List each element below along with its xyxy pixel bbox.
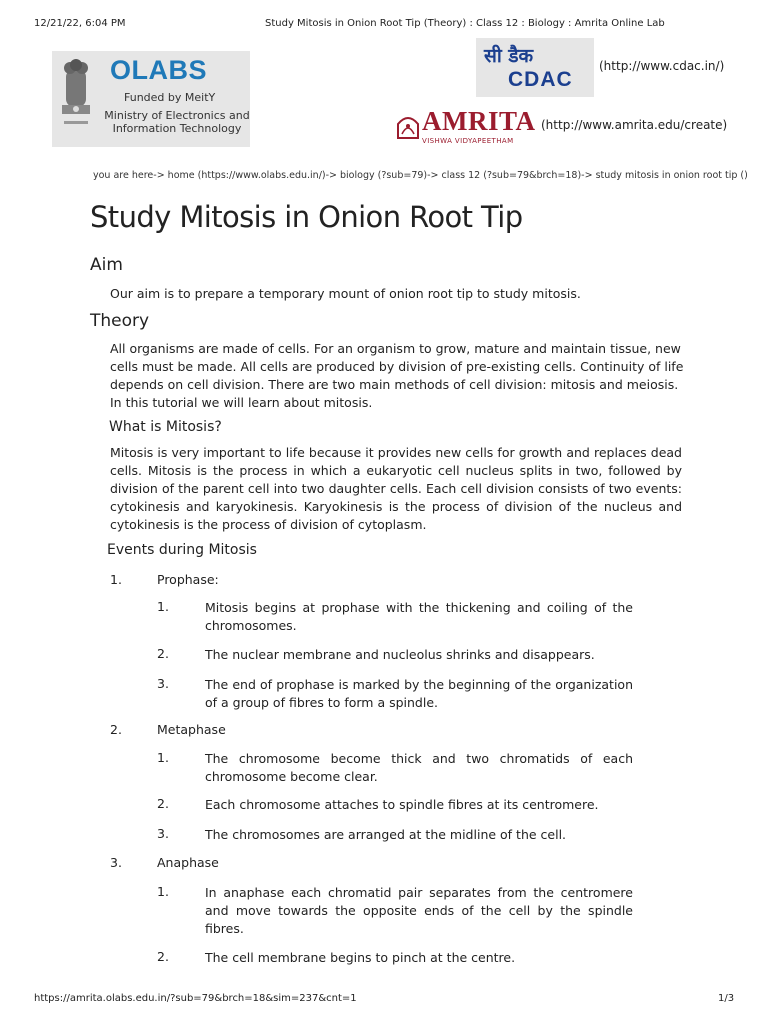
phase-number: 3. <box>110 855 122 870</box>
cdac-link[interactable]: (http://www.cdac.in/) <box>599 59 725 73</box>
aim-heading: Aim <box>90 255 123 275</box>
list-item: The chromosomes are arranged at the midline of the cell. <box>205 827 567 842</box>
list-item: Each chromosome attaches to spindle fibres at its centromere. <box>205 797 599 812</box>
list-item: The cell membrane begins to pinch at the centre. <box>205 950 516 965</box>
print-datetime: 12/21/22, 6:04 PM <box>34 18 126 29</box>
item-number: 2. <box>157 646 169 661</box>
list-item: The nuclear membrane and nucleolus shrinks and disappears. <box>205 647 595 662</box>
theory-heading: Theory <box>90 311 150 331</box>
item-number: 1. <box>157 884 169 899</box>
olabs-ministry: Ministry of Electronics and Information Technology <box>104 109 250 135</box>
amrita-subtitle: VISHWA VIDYAPEETHAM <box>422 137 514 145</box>
breadcrumb[interactable]: you are here-> home (https://www.olabs.edu.in/)-> biology (?sub=79)-> class 12 (?sub=79&brch=18)-> study mitosis in onion root tip () <box>93 170 748 181</box>
olabs-funded-by: Funded by MeitY <box>124 91 216 104</box>
olabs-logo[interactable] <box>52 51 250 147</box>
national-emblem-icon <box>58 59 94 133</box>
amrita-emblem-icon <box>396 112 420 140</box>
item-number: 3. <box>157 826 169 841</box>
list-item: Mitosis begins at prophase with the thickening and coiling of the chromosomes. <box>205 600 633 633</box>
phase-name-prophase: Prophase: <box>157 572 219 587</box>
mitosis-text: Mitosis is very important to life because it provides new cells for growth and replaces dead cells. Mitosis is the process in which a eukaryotic cell nucleus splits in two, followed by division of the parent cell into two daughter cells. Each cell division consists of two events: cytokinesis and karyokinesis. Karyokinesis is the process of division of the nucleus and cytokinesis is the process of division of cytoplasm. <box>110 445 682 532</box>
theory-line: cells must be made. All cells are produced by division of pre-existing cells. Continuity of life <box>110 359 684 374</box>
theory-line: depends on cell division. There are two main methods of cell division: mitosis and meiosis. <box>110 377 679 392</box>
item-number: 1. <box>157 750 169 765</box>
page-title: Study Mitosis in Onion Root Tip <box>90 200 523 234</box>
item-number: 1. <box>157 599 169 614</box>
cdac-english-wordmark: CDAC <box>508 68 573 91</box>
cdac-hindi-wordmark: सी डैक <box>484 45 534 67</box>
amrita-wordmark: AMRITA <box>422 106 536 136</box>
print-document-title: Study Mitosis in Onion Root Tip (Theory) : Class 12 : Biology : Amrita Online Lab <box>265 18 665 29</box>
phase-name-metaphase: Metaphase <box>157 722 226 737</box>
phase-name-anaphase: Anaphase <box>157 855 219 870</box>
amrita-link[interactable]: (http://www.amrita.edu/create) <box>541 118 728 132</box>
olabs-wordmark: OLABS <box>110 55 207 85</box>
aim-text: Our aim is to prepare a temporary mount of onion root tip to study mitosis. <box>110 286 581 301</box>
item-number: 3. <box>157 676 169 691</box>
amrita-logo[interactable] <box>396 106 536 145</box>
item-number: 2. <box>157 796 169 811</box>
phase-number: 2. <box>110 722 122 737</box>
theory-text <box>110 340 685 412</box>
list-item: In anaphase each chromatid pair separates from the centromere and move towards the opposite ends of the cell by the spindle fibres. <box>205 885 633 936</box>
list-item: The chromosome become thick and two chromatids of each chromosome become clear. <box>205 751 633 784</box>
print-page-number: 1/3 <box>718 993 735 1004</box>
theory-line: All organisms are made of cells. For an organism to grow, mature and maintain tissue, new <box>110 341 681 356</box>
events-heading: Events during Mitosis <box>107 542 257 558</box>
mitosis-heading: What is Mitosis? <box>109 419 222 435</box>
list-item: The end of prophase is marked by the beginning of the organization of a group of fibres to form a spindle. <box>205 677 633 710</box>
theory-line: In this tutorial we will learn about mitosis. <box>110 395 373 410</box>
item-number: 2. <box>157 949 169 964</box>
cdac-logo[interactable] <box>476 38 594 97</box>
phase-number: 1. <box>110 572 122 587</box>
print-url: https://amrita.olabs.edu.in/?sub=79&brch=18&sim=237&cnt=1 <box>34 993 357 1004</box>
